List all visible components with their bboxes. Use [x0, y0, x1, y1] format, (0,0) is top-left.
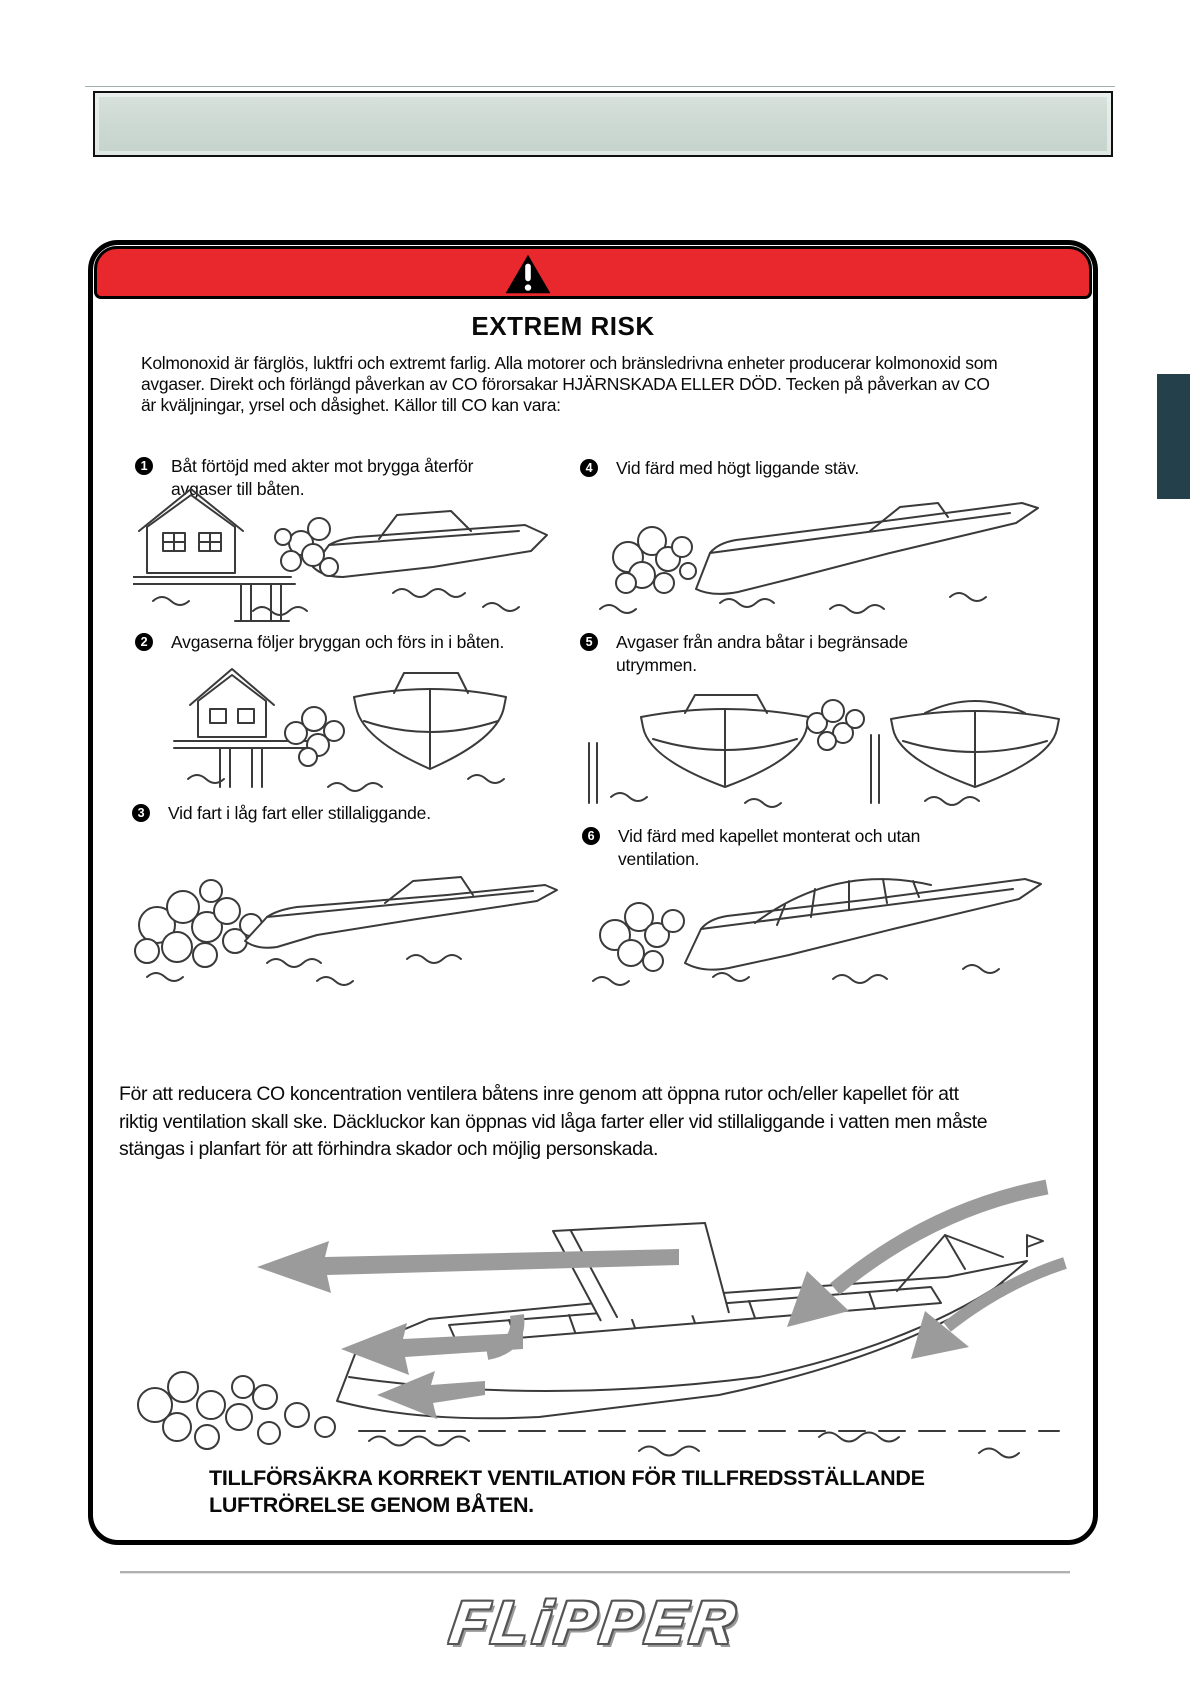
co-source-item — [580, 457, 859, 480]
co-source-item — [580, 631, 928, 677]
page-header-bar — [93, 91, 1113, 157]
warning-triangle-icon — [504, 253, 552, 300]
item-text: Vid färd med högt liggande stäv. — [616, 458, 859, 478]
brand-logo: FLiPPER — [446, 1589, 744, 1656]
item-text: Båt förtöjd med akter mot brygga återför avgaser till båten. — [171, 456, 474, 499]
closing-statement: TILLFÖRSÄKRA KORREKT VENTILATION FÖR TILLFREDSSTÄLLANDE LUFTRÖRELSE GENOM BÅTEN. — [209, 1466, 925, 1517]
item-number-badge: 5 — [580, 633, 598, 651]
illustration-two-boats-confined — [565, 687, 1065, 815]
illustration-boat-with-canopy — [563, 857, 1068, 1007]
illustration-boat-high-bow — [570, 491, 1060, 633]
co-source-item — [135, 631, 504, 654]
illustration-exhaust-along-dock — [168, 663, 568, 805]
item-number-badge: 3 — [132, 804, 150, 822]
co-source-item — [132, 802, 431, 825]
item-text: Vid färd med kapellet monterat och utan ventilation. — [618, 826, 921, 869]
illustration-boat-slow-speed — [117, 855, 567, 997]
footer-divider — [120, 1571, 1070, 1574]
warning-title: EXTREM RISK — [471, 311, 655, 341]
item-number-badge: 4 — [580, 459, 598, 477]
item-number-badge: 6 — [582, 827, 600, 845]
item-number-badge: 1 — [135, 457, 153, 475]
warning-banner — [94, 246, 1092, 299]
warning-box — [88, 240, 1098, 1545]
illustration-airflow-through-boat — [119, 1165, 1079, 1465]
item-text: Avgaser från andra båtar i begränsade utrymmen. — [616, 632, 908, 675]
item-text: Avgaserna följer bryggan och förs in i båten. — [171, 632, 505, 652]
chapter-side-tab — [1157, 374, 1190, 499]
ventilation-note-text: För att reducera CO koncentration ventilera båtens inre genom att öppna rutor och/eller kapellet för att riktig ventilation skall ske. Däckluckor kan öppnas vid låga farter eller vid stillaliggande i vatten men måste stängas i planfart för att förhindra skador och möjlig personskada. — [119, 1083, 988, 1160]
warning-intro-text: Kolmonoxid är färglös, luktfri och extremt farlig. Alla motorer och bränsledrivna enheter producerar kolmonoxid som avgaser. Direkt och förlängd påverkan av CO förorsakar HJÄRNSKADA ELLER DÖD. Tecken på påverkan av CO är kväljningar, yrsel och dåsighet. Källor till CO kan vara: — [141, 353, 998, 415]
item-text: Vid fart i låg fart eller stillaliggande. — [168, 803, 431, 823]
item-number-badge: 2 — [135, 633, 153, 651]
header-hairline — [85, 86, 1115, 87]
illustration-boat-moored-stern-to-dock — [133, 481, 563, 633]
